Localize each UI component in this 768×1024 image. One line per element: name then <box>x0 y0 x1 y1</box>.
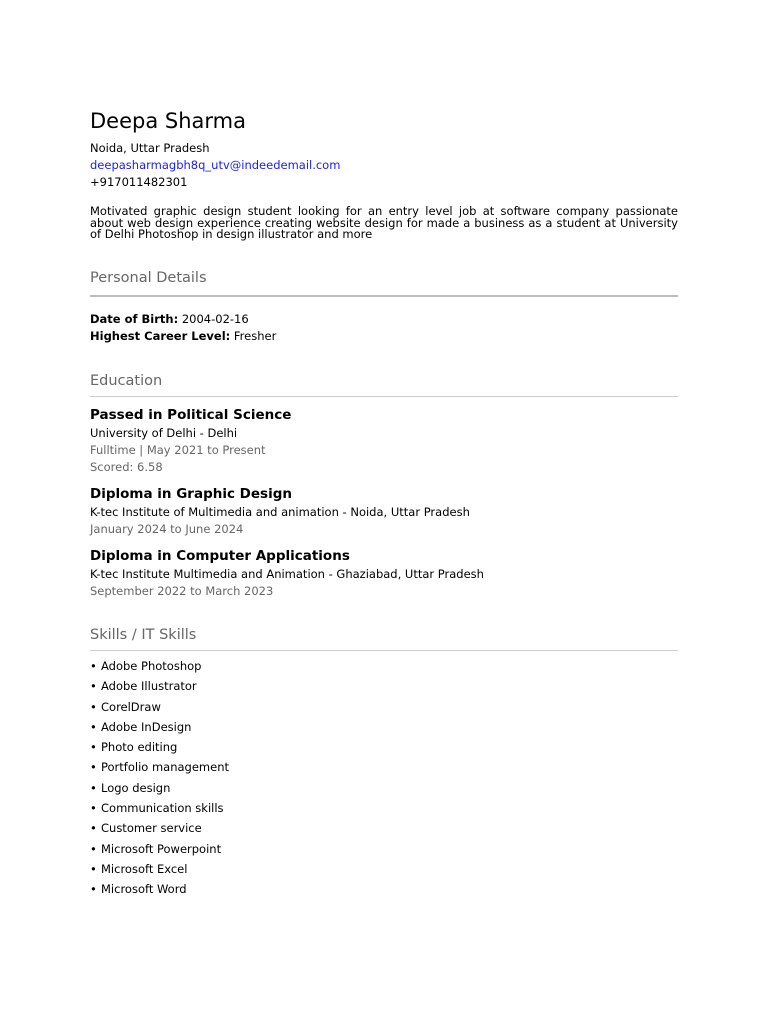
skill-item: • Adobe Illustrator <box>90 679 197 694</box>
bullet-icon: • <box>90 740 97 755</box>
skill-item: • Communication skills <box>90 801 224 816</box>
bullet-icon: • <box>90 760 97 775</box>
bullet-icon: • <box>90 841 97 856</box>
summary-text: Motivated graphic design student looking for an entry level job at software company passionate about web design experience creating website design for made a business as a student at University of Delhi Photoshop in design illustrator and more <box>90 204 678 242</box>
education-school: K-tec Institute of Multimedia and animation - Noida, Uttar Pradesh <box>90 505 470 519</box>
education-dates: September 2022 to March 2023 <box>90 584 274 598</box>
dob-row <box>90 311 249 327</box>
skill-item: • Customer service <box>90 821 202 836</box>
skill-item: • CorelDraw <box>90 699 161 714</box>
skill-item: • Photo editing <box>90 740 178 755</box>
phone-text: +917011482301 <box>90 175 188 189</box>
skill-item: • Adobe Photoshop <box>90 659 202 673</box>
skills-list <box>90 658 229 902</box>
bullet-icon: • <box>90 659 97 673</box>
email-link[interactable]: deepasharmagbh8q_utv@indeedemail.com <box>90 158 341 172</box>
bullet-icon: • <box>90 780 97 795</box>
skill-item: • Microsoft Powerpoint <box>90 841 222 856</box>
skill-item: • Adobe InDesign <box>90 719 192 734</box>
bullet-icon: • <box>90 679 97 694</box>
education-dates: January 2024 to June 2024 <box>90 522 244 536</box>
skill-item: • Microsoft Word <box>90 882 187 897</box>
candidate-name: Deepa Sharma <box>90 109 246 133</box>
skill-item: • Logo design <box>90 780 171 795</box>
education-school: K-tec Institute Multimedia and Animation - Ghaziabad, Uttar Pradesh <box>90 567 484 581</box>
education-degree: Passed in Political Science <box>90 407 292 423</box>
skill-item: • Microsoft Excel <box>90 861 188 876</box>
bullet-icon: • <box>90 699 97 714</box>
education-school: University of Delhi - Delhi <box>90 426 238 440</box>
career-level-value: Fresher <box>233 329 277 343</box>
education-degree: Diploma in Graphic Design <box>90 486 292 502</box>
education-degree: Diploma in Computer Applications <box>90 548 350 564</box>
career-level-label: Highest Career Level: <box>90 329 231 343</box>
bullet-icon: • <box>90 882 97 897</box>
education-score: Scored: 6.58 <box>90 460 163 474</box>
dob-label: Date of Birth: <box>90 312 179 326</box>
skill-item: • Portfolio management <box>90 760 229 775</box>
section-title-skills: Skills / IT Skills <box>90 625 678 651</box>
bullet-icon: • <box>90 719 97 734</box>
career-level-row <box>90 328 276 344</box>
education-dates: Fulltime | May 2021 to Present <box>90 443 266 457</box>
location-text: Noida, Uttar Pradesh <box>90 141 210 155</box>
bullet-icon: • <box>90 801 97 816</box>
section-title-education: Education <box>90 371 678 397</box>
dob-value: 2004-02-16 <box>181 312 249 326</box>
bullet-icon: • <box>90 821 97 836</box>
section-title-personal-details: Personal Details <box>90 268 678 297</box>
bullet-icon: • <box>90 861 97 876</box>
